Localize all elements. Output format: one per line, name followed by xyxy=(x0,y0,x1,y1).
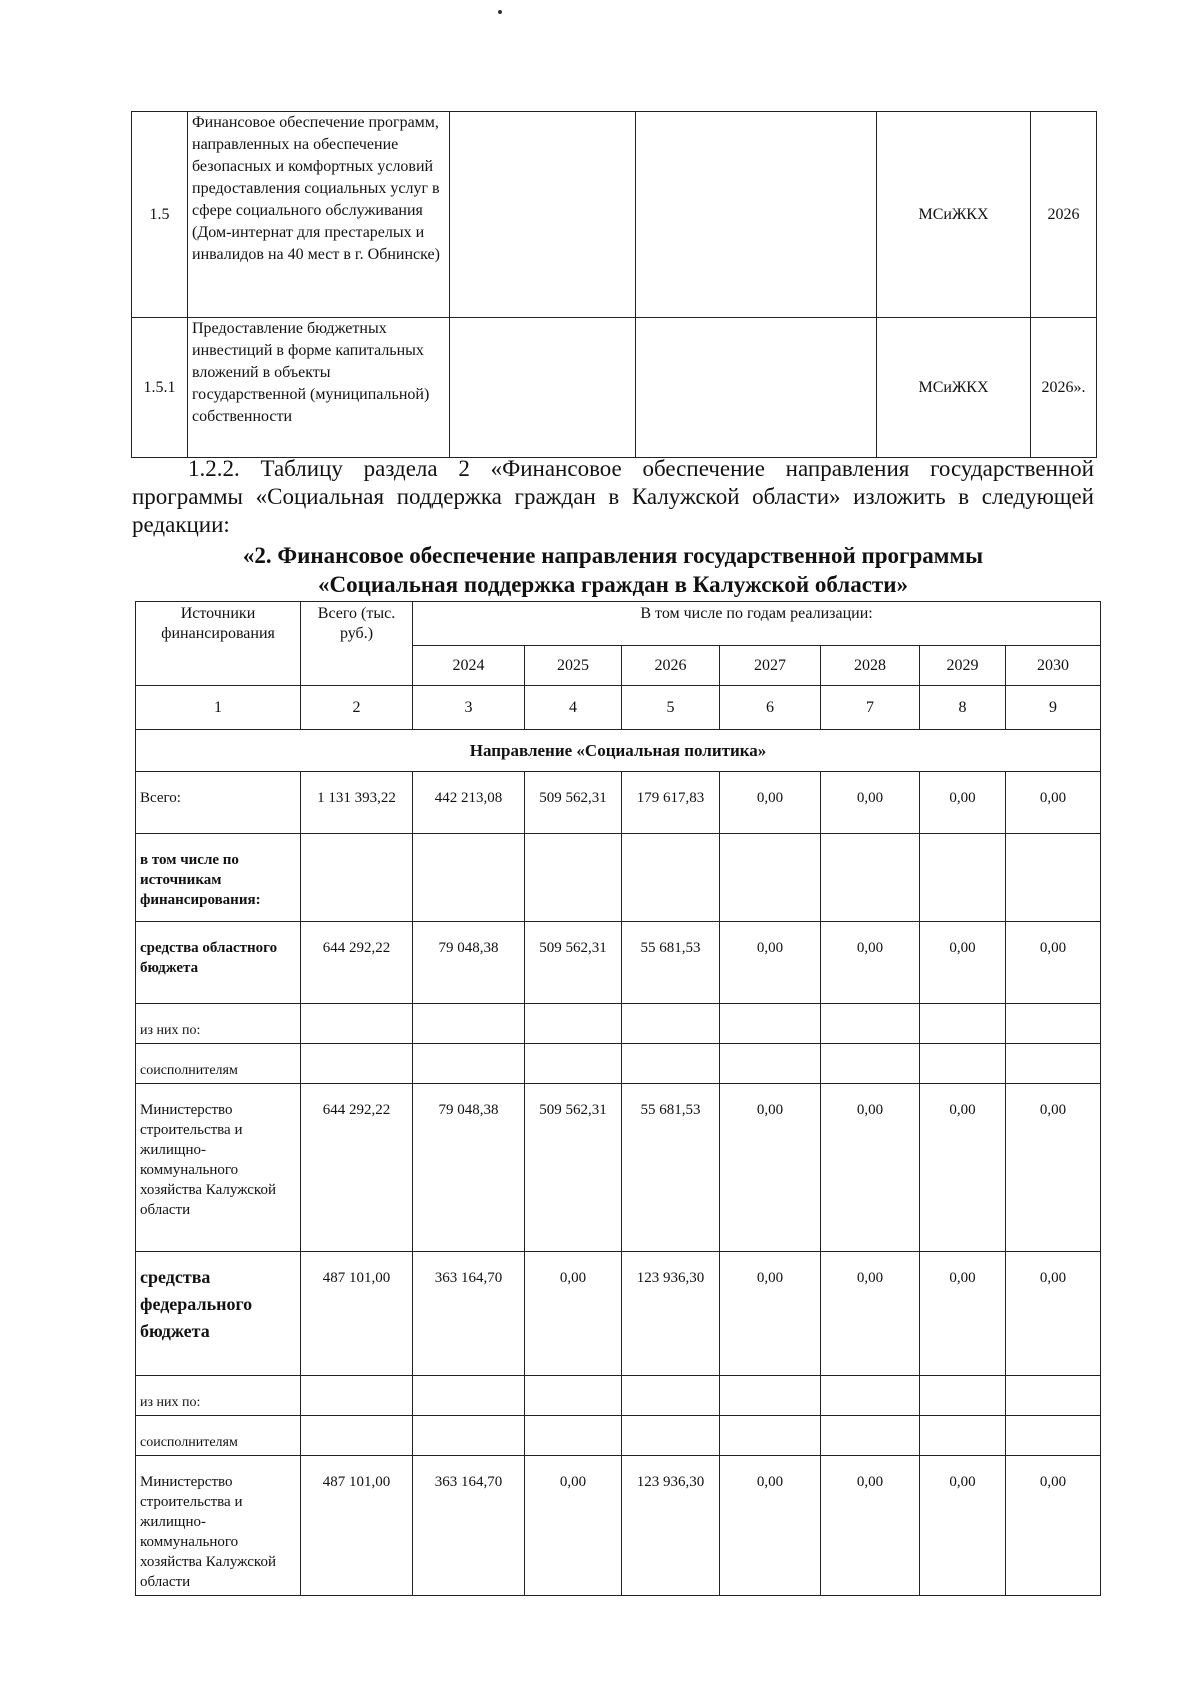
executor-cell: МСиЖКХ xyxy=(877,318,1031,458)
source-label: Министерство строительства и жилищно-коммунального хозяйства Калужской области xyxy=(136,1456,301,1596)
value-cell xyxy=(622,1044,720,1084)
value-cell: 363 164,70 xyxy=(413,1252,525,1376)
row-number: 1.5 xyxy=(132,112,188,318)
scan-dot xyxy=(498,10,502,14)
value-cell xyxy=(301,834,413,922)
direction-row xyxy=(136,730,1101,772)
value-cell xyxy=(525,1044,622,1084)
value-cell xyxy=(413,834,525,922)
source-label: средства областного бюджета xyxy=(136,922,301,1004)
value-cell: 0,00 xyxy=(1006,1252,1101,1376)
header-year: 2030 xyxy=(1006,646,1101,686)
value-cell: 79 048,38 xyxy=(413,922,525,1004)
amendment-paragraph: 1.2.2. Таблицу раздела 2 «Финансовое обеспечение направления государственной программы «Социальная поддержка граждан в Калужской области» изложить в следующей редакции: xyxy=(132,456,1094,537)
table-row xyxy=(136,834,1101,922)
value-cell: 0,00 xyxy=(1006,922,1101,1004)
value-cell: 509 562,31 xyxy=(525,1084,622,1252)
value-cell: 1 131 393,22 xyxy=(301,772,413,834)
column-number: 3 xyxy=(413,686,525,730)
value-cell xyxy=(1006,1416,1101,1456)
value-cell xyxy=(920,1376,1006,1416)
value-cell xyxy=(413,1416,525,1456)
value-cell xyxy=(821,834,920,922)
value-cell xyxy=(301,1376,413,1416)
column-number: 6 xyxy=(720,686,821,730)
header-year: 2029 xyxy=(920,646,1006,686)
value-cell: 179 617,83 xyxy=(622,772,720,834)
financing-rows xyxy=(136,772,1101,1596)
value-cell xyxy=(720,1416,821,1456)
value-cell xyxy=(720,1004,821,1044)
table-row xyxy=(132,112,1097,318)
header-year: 2026 xyxy=(622,646,720,686)
value-cell: 0,00 xyxy=(720,1084,821,1252)
value-cell xyxy=(1006,834,1101,922)
value-cell: 0,00 xyxy=(920,1252,1006,1376)
year-cell: 2026». xyxy=(1031,318,1097,458)
table-row xyxy=(136,1456,1101,1596)
value-cell: 644 292,22 xyxy=(301,1084,413,1252)
value-cell xyxy=(525,1376,622,1416)
value-cell: 509 562,31 xyxy=(525,922,622,1004)
value-cell: 0,00 xyxy=(920,772,1006,834)
value-cell: 79 048,38 xyxy=(413,1084,525,1252)
column-number: 5 xyxy=(622,686,720,730)
value-cell xyxy=(1006,1004,1101,1044)
value-cell: 0,00 xyxy=(920,922,1006,1004)
section-title xyxy=(130,541,1096,599)
value-cell xyxy=(821,1044,920,1084)
header-year: 2027 xyxy=(720,646,821,686)
value-cell xyxy=(920,1416,1006,1456)
header-sources: Источники финансирования xyxy=(136,602,301,686)
column-number: 7 xyxy=(821,686,920,730)
value-cell xyxy=(525,834,622,922)
value-cell xyxy=(525,1416,622,1456)
value-cell: 55 681,53 xyxy=(622,922,720,1004)
value-cell xyxy=(920,1044,1006,1084)
header-year: 2028 xyxy=(821,646,920,686)
empty-cell xyxy=(636,112,877,318)
table-row xyxy=(136,1004,1101,1044)
value-cell xyxy=(622,1004,720,1044)
financing-table xyxy=(135,601,1101,1596)
table-row xyxy=(136,1044,1101,1084)
column-number: 4 xyxy=(525,686,622,730)
value-cell xyxy=(821,1004,920,1044)
value-cell: 0,00 xyxy=(1006,1084,1101,1252)
value-cell xyxy=(301,1416,413,1456)
value-cell: 0,00 xyxy=(821,1252,920,1376)
value-cell: 0,00 xyxy=(821,922,920,1004)
value-cell: 0,00 xyxy=(720,922,821,1004)
value-cell: 442 213,08 xyxy=(413,772,525,834)
value-cell: 123 936,30 xyxy=(622,1456,720,1596)
source-label: средства федерального бюджета xyxy=(136,1252,301,1376)
measure-text: Предоставление бюджетных инвестиций в форме капитальных вложений в объекты государственной (муниципальной) собственности xyxy=(188,318,450,458)
source-label: в том числе по источникам финансирования: xyxy=(136,834,301,922)
table-row xyxy=(136,1376,1101,1416)
value-cell: 487 101,00 xyxy=(301,1456,413,1596)
value-cell xyxy=(920,1004,1006,1044)
column-number: 8 xyxy=(920,686,1006,730)
source-label: соисполнителям xyxy=(136,1044,301,1084)
value-cell xyxy=(525,1004,622,1044)
value-cell: 0,00 xyxy=(821,772,920,834)
measure-text: Финансовое обеспечение программ, направленных на обеспечение безопасных и комфортных условий предоставления социальных услуг в сфере социального обслуживания (Дом-интернат для престарелых и инвалидов на 40 мест в г. Обнинске) xyxy=(188,112,450,318)
value-cell: 0,00 xyxy=(720,1456,821,1596)
source-label: из них по: xyxy=(136,1376,301,1416)
source-label: Министерство строительства и жилищно-коммунального хозяйства Калужской области xyxy=(136,1084,301,1252)
value-cell: 644 292,22 xyxy=(301,922,413,1004)
value-cell xyxy=(622,1376,720,1416)
value-cell: 487 101,00 xyxy=(301,1252,413,1376)
column-number-row xyxy=(136,686,1101,730)
table-row xyxy=(136,1084,1101,1252)
header-year: 2025 xyxy=(525,646,622,686)
value-cell: 55 681,53 xyxy=(622,1084,720,1252)
value-cell: 0,00 xyxy=(920,1456,1006,1596)
value-cell: 0,00 xyxy=(920,1084,1006,1252)
empty-cell xyxy=(450,112,636,318)
value-cell: 0,00 xyxy=(720,1252,821,1376)
source-label: Всего: xyxy=(136,772,301,834)
value-cell xyxy=(720,834,821,922)
value-cell xyxy=(821,1376,920,1416)
value-cell: 0,00 xyxy=(1006,772,1101,834)
value-cell xyxy=(920,834,1006,922)
year-cell: 2026 xyxy=(1031,112,1097,318)
section-title-line: «2. Финансовое обеспечение направления государственной программы xyxy=(242,543,984,568)
column-number: 2 xyxy=(301,686,413,730)
value-cell: 0,00 xyxy=(525,1252,622,1376)
value-cell: 509 562,31 xyxy=(525,772,622,834)
table-row xyxy=(136,772,1101,834)
table-row xyxy=(136,1252,1101,1376)
value-cell: 0,00 xyxy=(821,1456,920,1596)
header-year: 2024 xyxy=(413,646,525,686)
value-cell xyxy=(720,1376,821,1416)
value-cell: 0,00 xyxy=(1006,1456,1101,1596)
value-cell xyxy=(413,1004,525,1044)
value-cell: 123 936,30 xyxy=(622,1252,720,1376)
value-cell xyxy=(301,1044,413,1084)
source-label: из них по: xyxy=(136,1004,301,1044)
value-cell xyxy=(622,834,720,922)
value-cell: 0,00 xyxy=(720,772,821,834)
value-cell xyxy=(622,1416,720,1456)
header-total: Всего (тыс. руб.) xyxy=(301,602,413,686)
column-number: 1 xyxy=(136,686,301,730)
value-cell xyxy=(821,1416,920,1456)
value-cell: 0,00 xyxy=(821,1084,920,1252)
value-cell xyxy=(301,1004,413,1044)
table-row xyxy=(136,922,1101,1004)
value-cell xyxy=(1006,1376,1101,1416)
header-row xyxy=(136,602,1101,646)
table-row xyxy=(136,1416,1101,1456)
value-cell xyxy=(413,1376,525,1416)
value-cell: 0,00 xyxy=(525,1456,622,1596)
executor-cell: МСиЖКХ xyxy=(877,112,1031,318)
value-cell xyxy=(720,1044,821,1084)
measures-table xyxy=(131,111,1097,458)
value-cell xyxy=(413,1044,525,1084)
empty-cell xyxy=(636,318,877,458)
empty-cell xyxy=(450,318,636,458)
value-cell xyxy=(1006,1044,1101,1084)
direction-title: Направление «Социальная политика» xyxy=(136,730,1101,772)
column-number: 9 xyxy=(1006,686,1101,730)
row-number: 1.5.1 xyxy=(132,318,188,458)
value-cell: 363 164,70 xyxy=(413,1456,525,1596)
source-label: соисполнителям xyxy=(136,1416,301,1456)
header-by-years: В том числе по годам реализации: xyxy=(413,602,1101,646)
table-row xyxy=(132,318,1097,458)
section-title-line: «Социальная поддержка граждан в Калужской области» xyxy=(318,572,908,597)
